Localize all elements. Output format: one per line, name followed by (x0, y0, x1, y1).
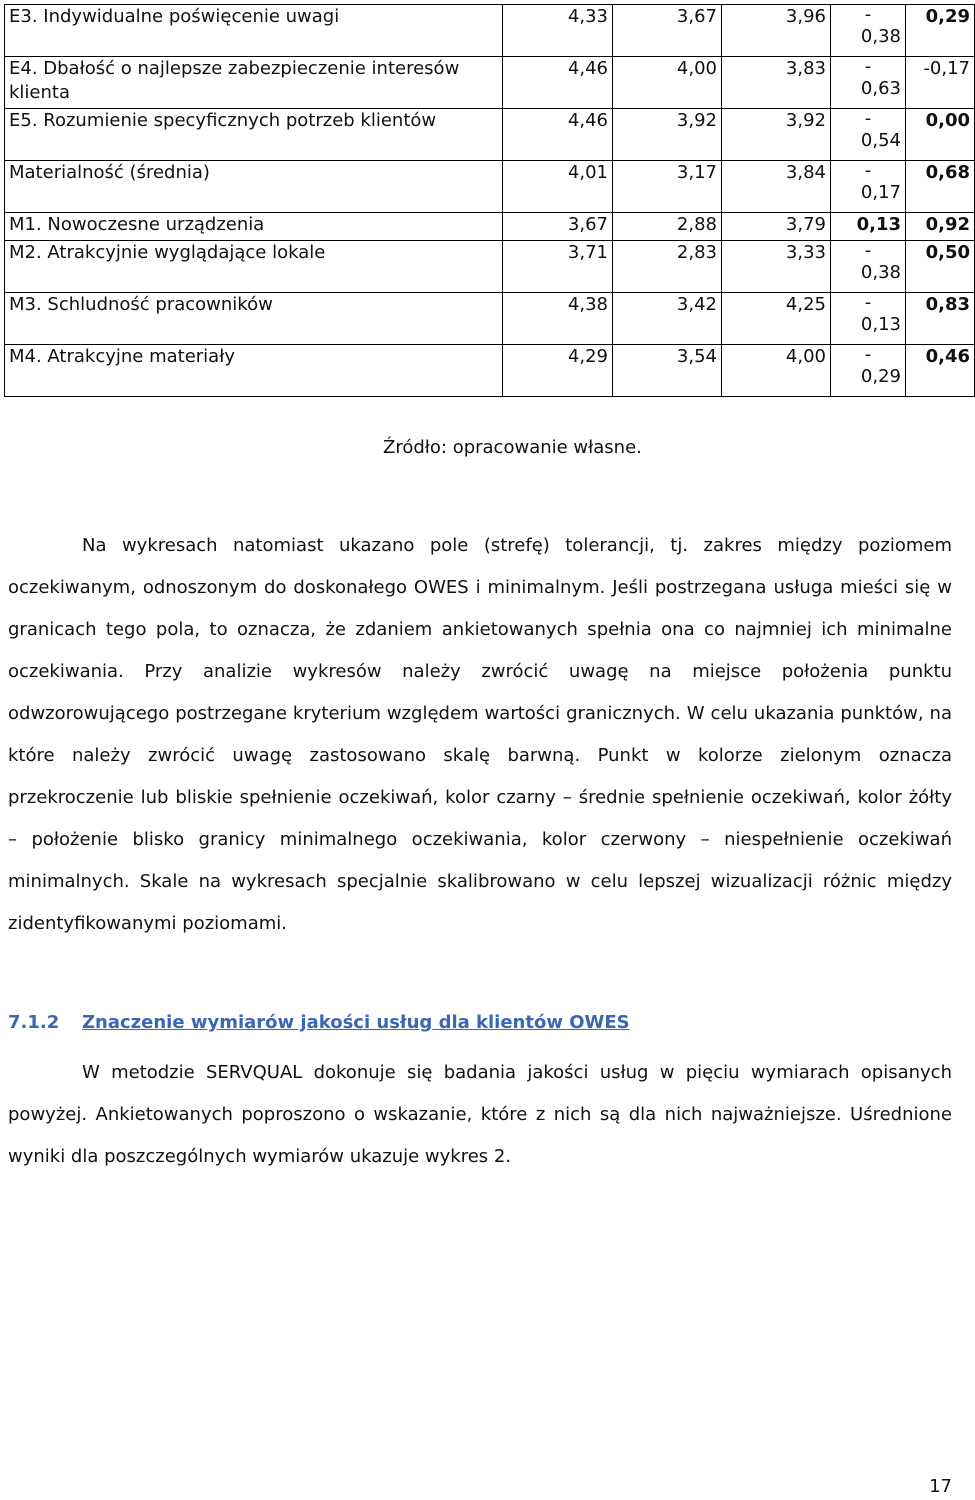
cell-v5: 0,92 (906, 213, 975, 241)
page-number: 17 (929, 1476, 952, 1497)
cell-v1: 4,01 (503, 161, 613, 213)
cell-v2: 4,00 (613, 57, 722, 109)
cell-v3: 3,83 (722, 57, 831, 109)
cell-gap (831, 109, 906, 161)
cell-v2: 3,17 (613, 161, 722, 213)
cell-v1: 4,38 (503, 293, 613, 345)
table-row (5, 161, 975, 213)
section-heading (8, 1012, 630, 1033)
cell-v5: -0,17 (906, 57, 975, 109)
cell-v2: 3,92 (613, 109, 722, 161)
cell-v3: 3,92 (722, 109, 831, 161)
row-label: M3. Schludność pracowników (5, 293, 503, 345)
cell-v1: 4,46 (503, 57, 613, 109)
table-row (5, 57, 975, 109)
results-table (4, 4, 975, 397)
minus-sign: - (864, 56, 872, 77)
gap-value: 0,38 (860, 26, 901, 47)
cell-v3: 4,00 (722, 345, 831, 397)
cell-v1: 3,71 (503, 241, 613, 293)
cell-v3: 4,25 (722, 293, 831, 345)
gap-value: 0,38 (860, 262, 901, 283)
row-label: M1. Nowoczesne urządzenia (5, 213, 503, 241)
gap-value: 0,13 (860, 314, 901, 335)
cell-v1: 4,33 (503, 5, 613, 57)
cell-v1: 3,67 (503, 213, 613, 241)
cell-v5: 0,46 (906, 345, 975, 397)
cell-v2: 2,83 (613, 241, 722, 293)
cell-v1: 4,29 (503, 345, 613, 397)
cell-gap (831, 161, 906, 213)
row-label: E5. Rozumienie specyficznych potrzeb klientów (5, 109, 503, 161)
cell-gap (831, 345, 906, 397)
minus-sign: - (864, 108, 872, 129)
row-label: E4. Dbałość o najlepsze zabezpieczenie interesów klienta (5, 57, 503, 109)
gap-value: 0,13 (856, 214, 901, 235)
cell-gap (831, 293, 906, 345)
cell-v5: 0,29 (906, 5, 975, 57)
cell-v2: 3,42 (613, 293, 722, 345)
table-row (5, 213, 975, 241)
table-source-note: Źródło: opracowanie własne. (383, 437, 642, 458)
minus-sign: - (864, 292, 872, 313)
cell-v5: 0,00 (906, 109, 975, 161)
cell-v5: 0,83 (906, 293, 975, 345)
minus-sign: - (864, 240, 872, 261)
cell-v3: 3,79 (722, 213, 831, 241)
minus-sign: - (864, 4, 872, 25)
table-row (5, 293, 975, 345)
gap-value: 0,29 (860, 366, 901, 387)
section-title: Znaczenie wymiarów jakości usług dla klientów OWES (82, 1012, 630, 1033)
minus-sign: - (864, 160, 872, 181)
cell-v2: 3,54 (613, 345, 722, 397)
minus-sign: - (864, 344, 872, 365)
paragraph-servqual: W metodzie SERVQUAL dokonuje się badania jakości usług w pięciu wymiarach opisanych powyżej. Ankietowanych poproszono o wskazanie, które z nich są dla nich najważniejsze. Uśrednione wyniki dla poszczególnych wymiarów ukazuje wykres 2. (8, 1062, 952, 1167)
cell-gap (831, 5, 906, 57)
paragraph-tolerance-zone: Na wykresach natomiast ukazano pole (strefę) tolerancji, tj. zakres między poziomem oczekiwanym, odnoszonym do doskonałego OWES i minimalnym. Jeśli postrzegana usługa mieści się w granicach tego pola, to oznacza, że zdaniem ankietowanych spełnia ona co najmniej ich minimalne oczekiwania. Przy analizie wykresów należy zwrócić uwagę na miejsce położenia punktu odwzorowującego postrzegane kryterium względem wartości granicznych. W celu ukazania punktów, na które należy zwrócić uwagę zastosowano skalę barwną. Punkt w kolorze zielonym oznacza przekroczenie lub bliskie spełnienie oczekiwań, kolor czarny – średnie spełnienie oczekiwań, kolor żółty – położenie blisko granicy minimalnego oczekiwania, kolor czerwony – niespełnienie oczekiwań minimalnych. Skale na wykresach specjalnie skalibrowano w celu lepszej wizualizacji różnic między zidentyfikowanymi poziomami. (8, 535, 952, 934)
gap-value: 0,17 (860, 182, 901, 203)
cell-gap (831, 57, 906, 109)
gap-value: 0,54 (860, 130, 901, 151)
cell-v3: 3,33 (722, 241, 831, 293)
section-number: 7.1.2 (8, 1012, 60, 1033)
cell-v5: 0,68 (906, 161, 975, 213)
table-row (5, 5, 975, 57)
row-label: M2. Atrakcyjnie wyglądające lokale (5, 241, 503, 293)
cell-v3: 3,84 (722, 161, 831, 213)
cell-v5: 0,50 (906, 241, 975, 293)
row-label: Materialność (średnia) (5, 161, 503, 213)
cell-v3: 3,96 (722, 5, 831, 57)
row-label: E3. Indywidualne poświęcenie uwagi (5, 5, 503, 57)
table-row (5, 241, 975, 293)
cell-gap (831, 241, 906, 293)
cell-v2: 2,88 (613, 213, 722, 241)
table-row (5, 345, 975, 397)
table-row (5, 109, 975, 161)
cell-v1: 4,46 (503, 109, 613, 161)
cell-v2: 3,67 (613, 5, 722, 57)
gap-value: 0,63 (860, 78, 901, 99)
row-label: M4. Atrakcyjne materiały (5, 345, 503, 397)
cell-gap (831, 213, 906, 241)
